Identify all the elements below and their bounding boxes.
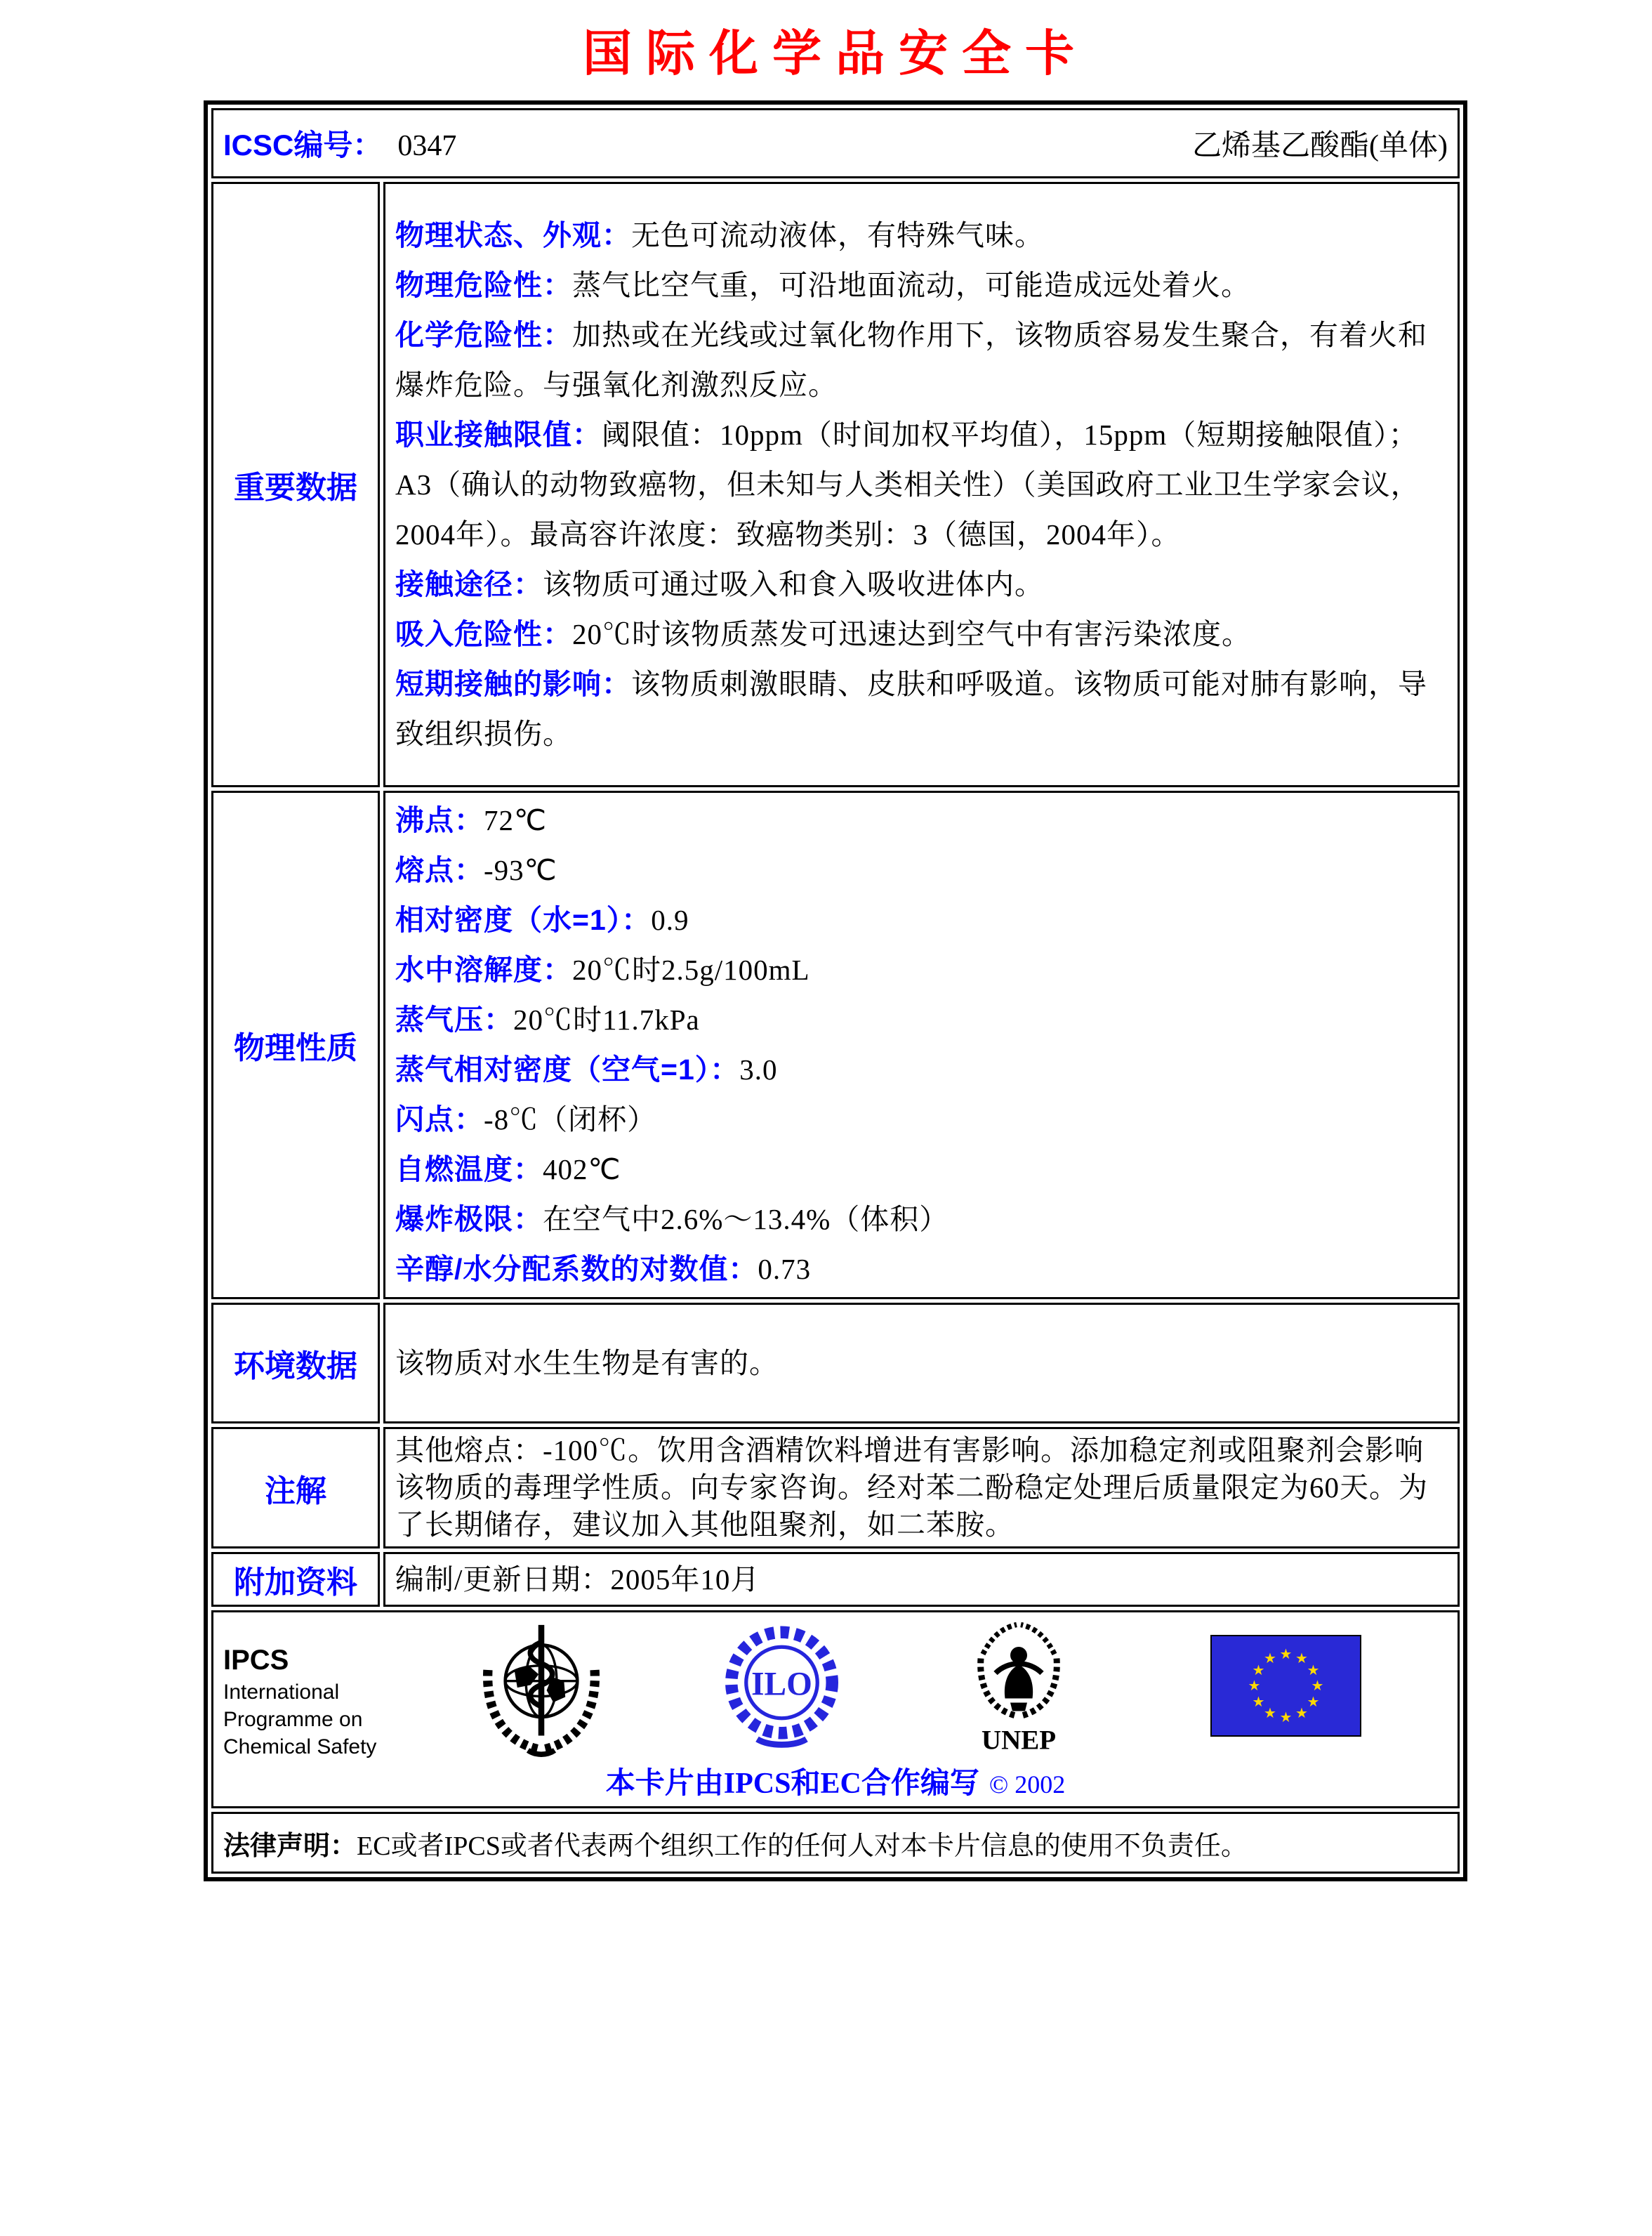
item-text: 无色可流动液体，有特殊气味。 — [631, 218, 1044, 251]
item-text: 该物质可通过吸入和食入吸收进体内。 — [543, 567, 1044, 600]
item-label: 相对密度（水=1）： — [395, 904, 652, 936]
svg-text:ILO: ILO — [751, 1666, 812, 1703]
item-text: 20℃时11.7kPa — [513, 1004, 700, 1036]
svg-text:★: ★ — [1279, 1709, 1293, 1725]
item-label: 水中溶解度： — [395, 954, 572, 986]
item-text: -8℃（闭杯） — [484, 1103, 657, 1136]
section-row-environmental-data — [211, 1303, 1460, 1423]
section-label-notes: 注解 — [211, 1427, 380, 1548]
data-item — [395, 410, 1448, 560]
ilo-icon — [720, 1621, 843, 1758]
section-label-important-data: 重要数据 — [211, 182, 380, 787]
ipcs-subtitle-line: Programme on — [223, 1708, 363, 1731]
item-label: 短期接触的影响： — [395, 667, 631, 700]
legal-text: EC或者IPCS或者代表两个组织工作的任何人对本卡片信息的使用不负责任。 — [357, 1831, 1248, 1861]
property-item — [395, 796, 1448, 846]
item-label: 蒸气相对密度（空气=1）： — [395, 1053, 740, 1086]
item-label: 自燃温度： — [395, 1153, 543, 1185]
property-item — [395, 945, 1448, 995]
item-label: 沸点： — [395, 804, 484, 836]
ipcs-subtitle-line: International — [223, 1681, 340, 1704]
footer-credit — [213, 1760, 1458, 1802]
logos-cell — [211, 1610, 1460, 1808]
data-item — [395, 659, 1448, 759]
svg-text:★: ★ — [1295, 1704, 1308, 1721]
copyright-text: © 2002 — [989, 1770, 1066, 1798]
icsc-number-label: ICSC编号： — [223, 129, 383, 162]
legal-notice-cell — [211, 1812, 1460, 1874]
item-label: 爆炸极限： — [395, 1203, 543, 1235]
section-content-physical-properties — [383, 791, 1460, 1299]
item-label: 接触途径： — [395, 567, 543, 600]
section-row-important-data — [211, 182, 1460, 787]
item-text: 蒸气比空气重，可沿地面流动，可能造成远处着火。 — [572, 268, 1250, 301]
header-row — [211, 108, 1460, 178]
property-item — [395, 1045, 1448, 1095]
who-icon — [475, 1621, 608, 1762]
item-label: 职业接触限值： — [395, 418, 602, 451]
ipcs-acronym: IPCS — [223, 1645, 289, 1676]
item-text: 阈限值：10ppm（时间加权平均值），15ppm（短期接触限值）；A3（确认的动物致癌物，但未知与人类相关性）（美国政府工业卫生学家会议，2004年）。最高容许浓度：致癌物类别：3（德国，2004年）。 — [395, 418, 1420, 551]
svg-text:★: ★ — [1264, 1704, 1276, 1721]
item-label: 闪点： — [395, 1103, 484, 1136]
svg-text:UNEP: UNEP — [981, 1725, 1057, 1756]
item-text: -93℃ — [484, 854, 557, 886]
property-item — [395, 895, 1448, 945]
section-label-environmental-data: 环境数据 — [211, 1303, 380, 1423]
data-item — [395, 211, 1448, 261]
section-content-important-data — [383, 182, 1460, 787]
header-cell — [211, 108, 1460, 178]
item-label: 辛醇/水分配系数的对数值： — [395, 1253, 758, 1285]
data-item — [395, 310, 1448, 410]
logos-row — [211, 1610, 1460, 1808]
item-text: 0.9 — [651, 904, 689, 936]
section-content-additional-info: 编制/更新日期：2005年10月 — [383, 1552, 1460, 1607]
item-label: 吸入危险性： — [395, 617, 572, 650]
legal-notice-row — [211, 1812, 1460, 1874]
icsc-number — [223, 122, 456, 164]
svg-text:★: ★ — [1295, 1650, 1308, 1666]
property-item — [395, 1244, 1448, 1294]
svg-text:★: ★ — [1307, 1662, 1320, 1678]
svg-text:★: ★ — [1252, 1662, 1265, 1678]
item-text: 该物质刺激眼睛、皮肤和呼吸道。该物质可能对肺有影响，导致组织损伤。 — [395, 667, 1427, 750]
svg-text:★: ★ — [1252, 1693, 1265, 1710]
item-label: 化学危险性： — [395, 318, 572, 351]
property-item — [395, 995, 1448, 1045]
icsc-number-value: 0347 — [397, 130, 457, 162]
page-title: 国际化学品安全卡 — [583, 27, 1088, 81]
svg-text:★: ★ — [1279, 1645, 1293, 1662]
section-content-notes: 其他熔点：-100℃。饮用含酒精饮料增进有害影响。添加稳定剂或阻聚剂会影响该物质的毒理学性质。向专家咨询。经对苯二酚稳定处理后质量限定为60天。为了长期储存，建议加入其他阻聚剂，如二苯胺。 — [383, 1427, 1460, 1548]
section-row-additional-info — [211, 1552, 1460, 1607]
item-text: 20℃时该物质蒸发可迅速达到空气中有害污染浓度。 — [572, 617, 1251, 650]
item-label: 物理危险性： — [395, 268, 572, 301]
svg-text:★: ★ — [1311, 1677, 1324, 1694]
svg-text:★: ★ — [1307, 1693, 1320, 1710]
item-label: 熔点： — [395, 854, 484, 886]
ipcs-subtitle-line: Chemical Safety — [223, 1735, 377, 1758]
icsc-table — [204, 100, 1467, 1881]
svg-text:★: ★ — [1248, 1677, 1261, 1694]
section-content-environmental-data: 该物质对水生生物是有害的。 — [383, 1303, 1460, 1423]
data-item — [395, 560, 1448, 610]
unep-icon — [966, 1618, 1071, 1759]
item-text: 0.73 — [758, 1253, 812, 1285]
section-row-physical-properties — [211, 791, 1460, 1299]
ipcs-text-block — [223, 1642, 376, 1761]
item-label: 物理状态、外观： — [395, 218, 631, 251]
item-text: 72℃ — [484, 804, 548, 836]
legal-label: 法律声明： — [223, 1831, 357, 1861]
property-item — [395, 1095, 1448, 1145]
data-item — [395, 261, 1448, 310]
svg-text:★: ★ — [1264, 1650, 1276, 1666]
eu-flag-icon — [1210, 1635, 1361, 1740]
item-text: 402℃ — [543, 1153, 621, 1185]
chemical-name: 乙烯基乙酸酯(单体) — [1192, 130, 1448, 162]
property-item — [395, 846, 1448, 895]
data-item — [395, 610, 1448, 659]
item-text: 20℃时2.5g/100mL — [572, 954, 810, 986]
property-item — [395, 1145, 1448, 1195]
item-text: 3.0 — [739, 1053, 778, 1086]
item-label: 蒸气压： — [395, 1004, 513, 1036]
section-label-physical-properties: 物理性质 — [211, 791, 380, 1299]
item-text: 在空气中2.6%～13.4%（体积） — [543, 1203, 949, 1235]
property-item — [395, 1195, 1448, 1244]
credit-text: 本卡片由IPCS和EC合作编写 — [605, 1768, 979, 1800]
section-row-notes — [211, 1427, 1460, 1548]
item-text: 加热或在光线或过氧化物作用下，该物质容易发生聚合，有着火和爆炸危险。与强氧化剂激烈反应。 — [395, 318, 1427, 401]
section-label-additional-info: 附加资料 — [211, 1552, 380, 1607]
